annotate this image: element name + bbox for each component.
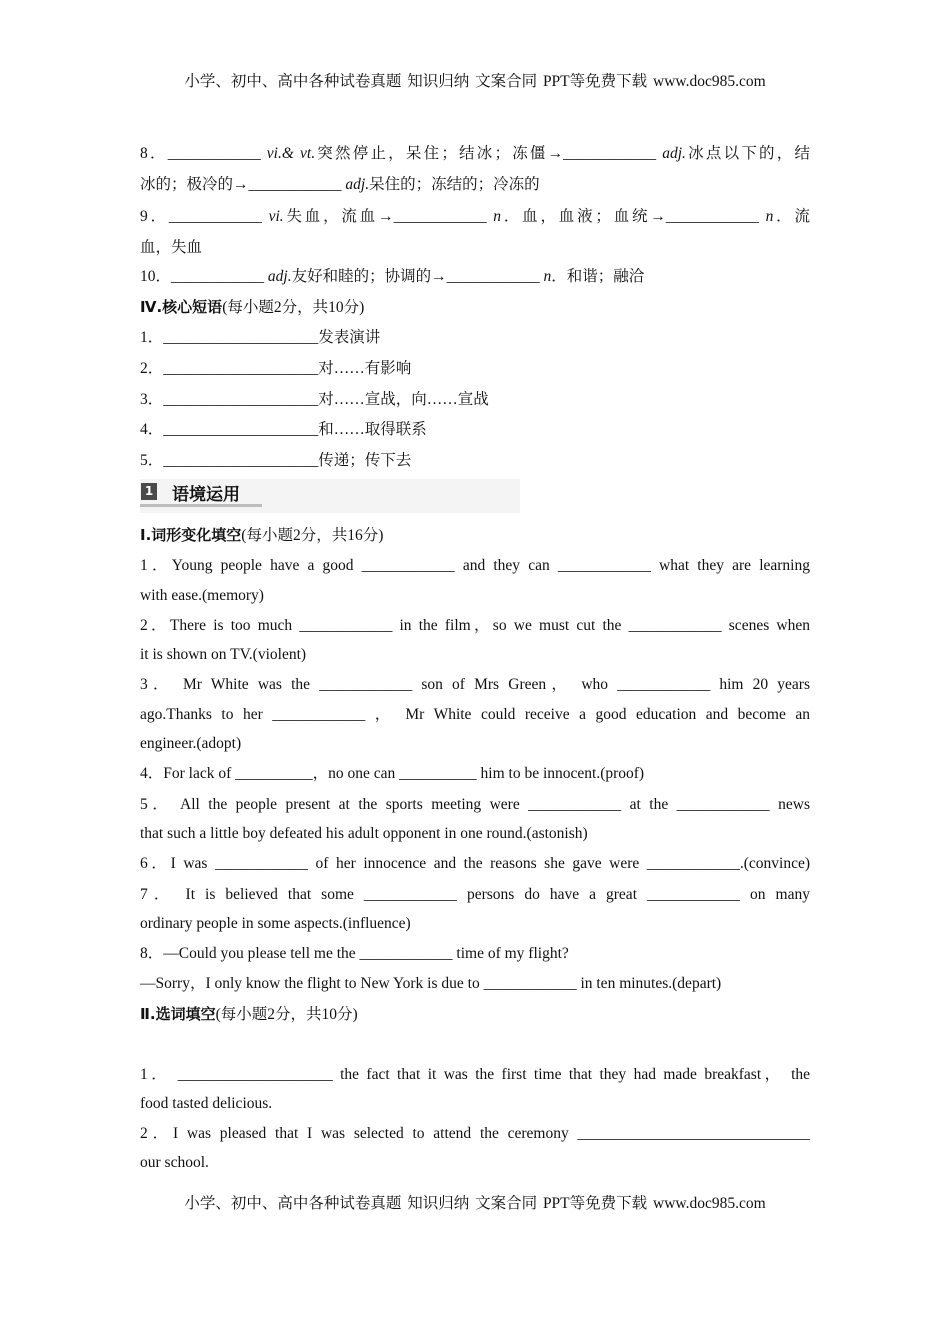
text-segment: Ⅱ.选词填空	[140, 1005, 216, 1023]
text-segment: vi.	[268, 208, 284, 225]
text-segment: 失血，流血→____________	[283, 208, 494, 225]
text-segment: our school.	[140, 1154, 209, 1171]
text-segment: 3． Mr White was the ____________ son of Mrs Green， who ____________ him 20 years	[140, 676, 810, 693]
text-segment: 冰点以下的，结	[685, 145, 810, 162]
question-line	[140, 795, 810, 815]
text-segment: 10．____________	[140, 268, 268, 285]
text-segment: 7． It is believed that some ____________ persons do have a great ____________ on many	[140, 886, 810, 903]
text-segment: ．血，血液；血统→____________	[501, 208, 766, 225]
question-line	[140, 451, 810, 471]
text-segment: 8．—Could you please tell me the ____________ time of my flight?	[140, 945, 569, 962]
question-line	[140, 390, 810, 410]
text-segment: 呆住的；冻结的；冷冻的	[369, 176, 540, 193]
text-segment: n	[493, 208, 502, 225]
section-banner	[140, 479, 520, 513]
text-segment: 2．I was pleased that I was selected to attend the ceremony ______________________________	[140, 1125, 810, 1142]
text-segment: that such a little boy defeated his adult opponent in one round.(astonish)	[140, 825, 588, 842]
text-segment: with ease.(memory)	[140, 587, 264, 604]
section-heading	[140, 297, 810, 318]
question-line	[140, 1153, 810, 1173]
page-header: 小学、初中、高中各种试卷真题 知识归纳 文案合同 PPT等免费下载 www.doc985.com	[184, 73, 766, 90]
section-heading	[140, 525, 810, 546]
question-line	[140, 675, 810, 695]
text-segment: 9．____________	[140, 208, 269, 225]
text-segment: (每小题2分，共16分)	[241, 527, 384, 544]
text-segment: food tasted delicious.	[140, 1095, 273, 1112]
question-line	[140, 734, 810, 754]
text-segment: 2．There is too much ____________ in the film，so we must cut the ____________ scenes when	[140, 617, 810, 634]
section-heading	[140, 1004, 810, 1025]
text-segment: 友好和睦的；协调的→____________	[291, 268, 544, 285]
text-segment: 8．____________	[140, 145, 267, 162]
text-segment: it is shown on TV.(violent)	[140, 646, 307, 663]
question-line	[140, 238, 810, 258]
text-segment: 1．____________________发表演讲	[140, 329, 381, 346]
question-line	[140, 854, 810, 874]
question-line	[140, 764, 810, 784]
text-segment: n	[543, 268, 552, 285]
section-number-badge: 1	[141, 483, 157, 500]
question-line	[140, 267, 810, 287]
question-line	[140, 974, 810, 994]
question-line	[140, 824, 810, 844]
text-segment: 5．____________________传递；传下去	[140, 452, 412, 469]
text-segment: 2．____________________对……有影响	[140, 360, 412, 377]
text-segment: engineer.(adopt)	[140, 735, 242, 752]
text-segment: 冰的；极冷的→____________	[140, 176, 346, 193]
text-segment: n	[765, 208, 774, 225]
text-segment: 3．____________________对……宣战，向……宣战	[140, 391, 489, 408]
text-segment: 突然停止，呆住；结冰；冻僵→____________	[315, 145, 663, 162]
question-line	[140, 586, 810, 606]
section-title: 语境运用	[172, 485, 240, 505]
text-segment: 4．____________________和……取得联系	[140, 421, 427, 438]
text-segment: ordinary people in some aspects.(influence)	[140, 915, 411, 932]
text-segment: (每小题2分，共10分)	[222, 299, 365, 316]
text-segment: 5． All the people present at the sports meeting were ____________ at the ____________ news	[140, 796, 810, 813]
text-segment: vi.& vt.	[266, 145, 316, 162]
page-footer: 小学、初中、高中各种试卷真题 知识归纳 文案合同 PPT等免费下载 www.doc985.com	[184, 1195, 766, 1212]
text-segment: 血，失血	[140, 239, 203, 256]
text-segment: 1． ____________________ the fact that it was the first time that they had made breakfast， the	[140, 1066, 810, 1083]
text-segment: 4．For lack of __________，no one can __________ him to be innocent.(proof)	[140, 765, 645, 782]
question-line	[140, 705, 810, 725]
question-line	[140, 556, 810, 576]
question-line	[140, 1065, 810, 1085]
text-segment: adj.	[267, 268, 292, 285]
text-segment: ago.Thanks to her ____________ ， Mr White could receive a good education and become an	[140, 706, 810, 723]
question-line	[140, 645, 810, 665]
question-line	[140, 328, 810, 348]
question-line	[140, 885, 810, 905]
text-segment: —Sorry，I only know the flight to New York is due to ____________ in ten minutes.(depart)	[140, 975, 722, 992]
text-segment: adj.	[662, 145, 686, 162]
text-segment: 1．Young people have a good ____________ and they can ____________ what they are learning	[140, 557, 810, 574]
question-line	[140, 1094, 810, 1114]
question-line	[140, 616, 810, 636]
text-segment: 6．I was ____________ of her innocence and the reasons she gave were ____________.(convince)	[140, 855, 810, 872]
question-line	[140, 944, 810, 964]
question-line	[140, 144, 810, 164]
text-segment: ．和谐；融洽	[551, 268, 645, 285]
question-line	[140, 914, 810, 934]
text-segment: Ⅰ.词形变化填空	[140, 526, 242, 544]
question-line	[140, 1124, 810, 1144]
question-line	[140, 207, 810, 227]
text-segment: Ⅳ.核心短语	[140, 298, 223, 316]
question-line	[140, 359, 810, 379]
text-segment: adj.	[345, 176, 370, 193]
question-line	[140, 420, 810, 440]
text-segment: (每小题2分，共10分)	[215, 1006, 358, 1023]
text-segment: ．流	[773, 208, 810, 225]
question-line	[140, 175, 810, 195]
